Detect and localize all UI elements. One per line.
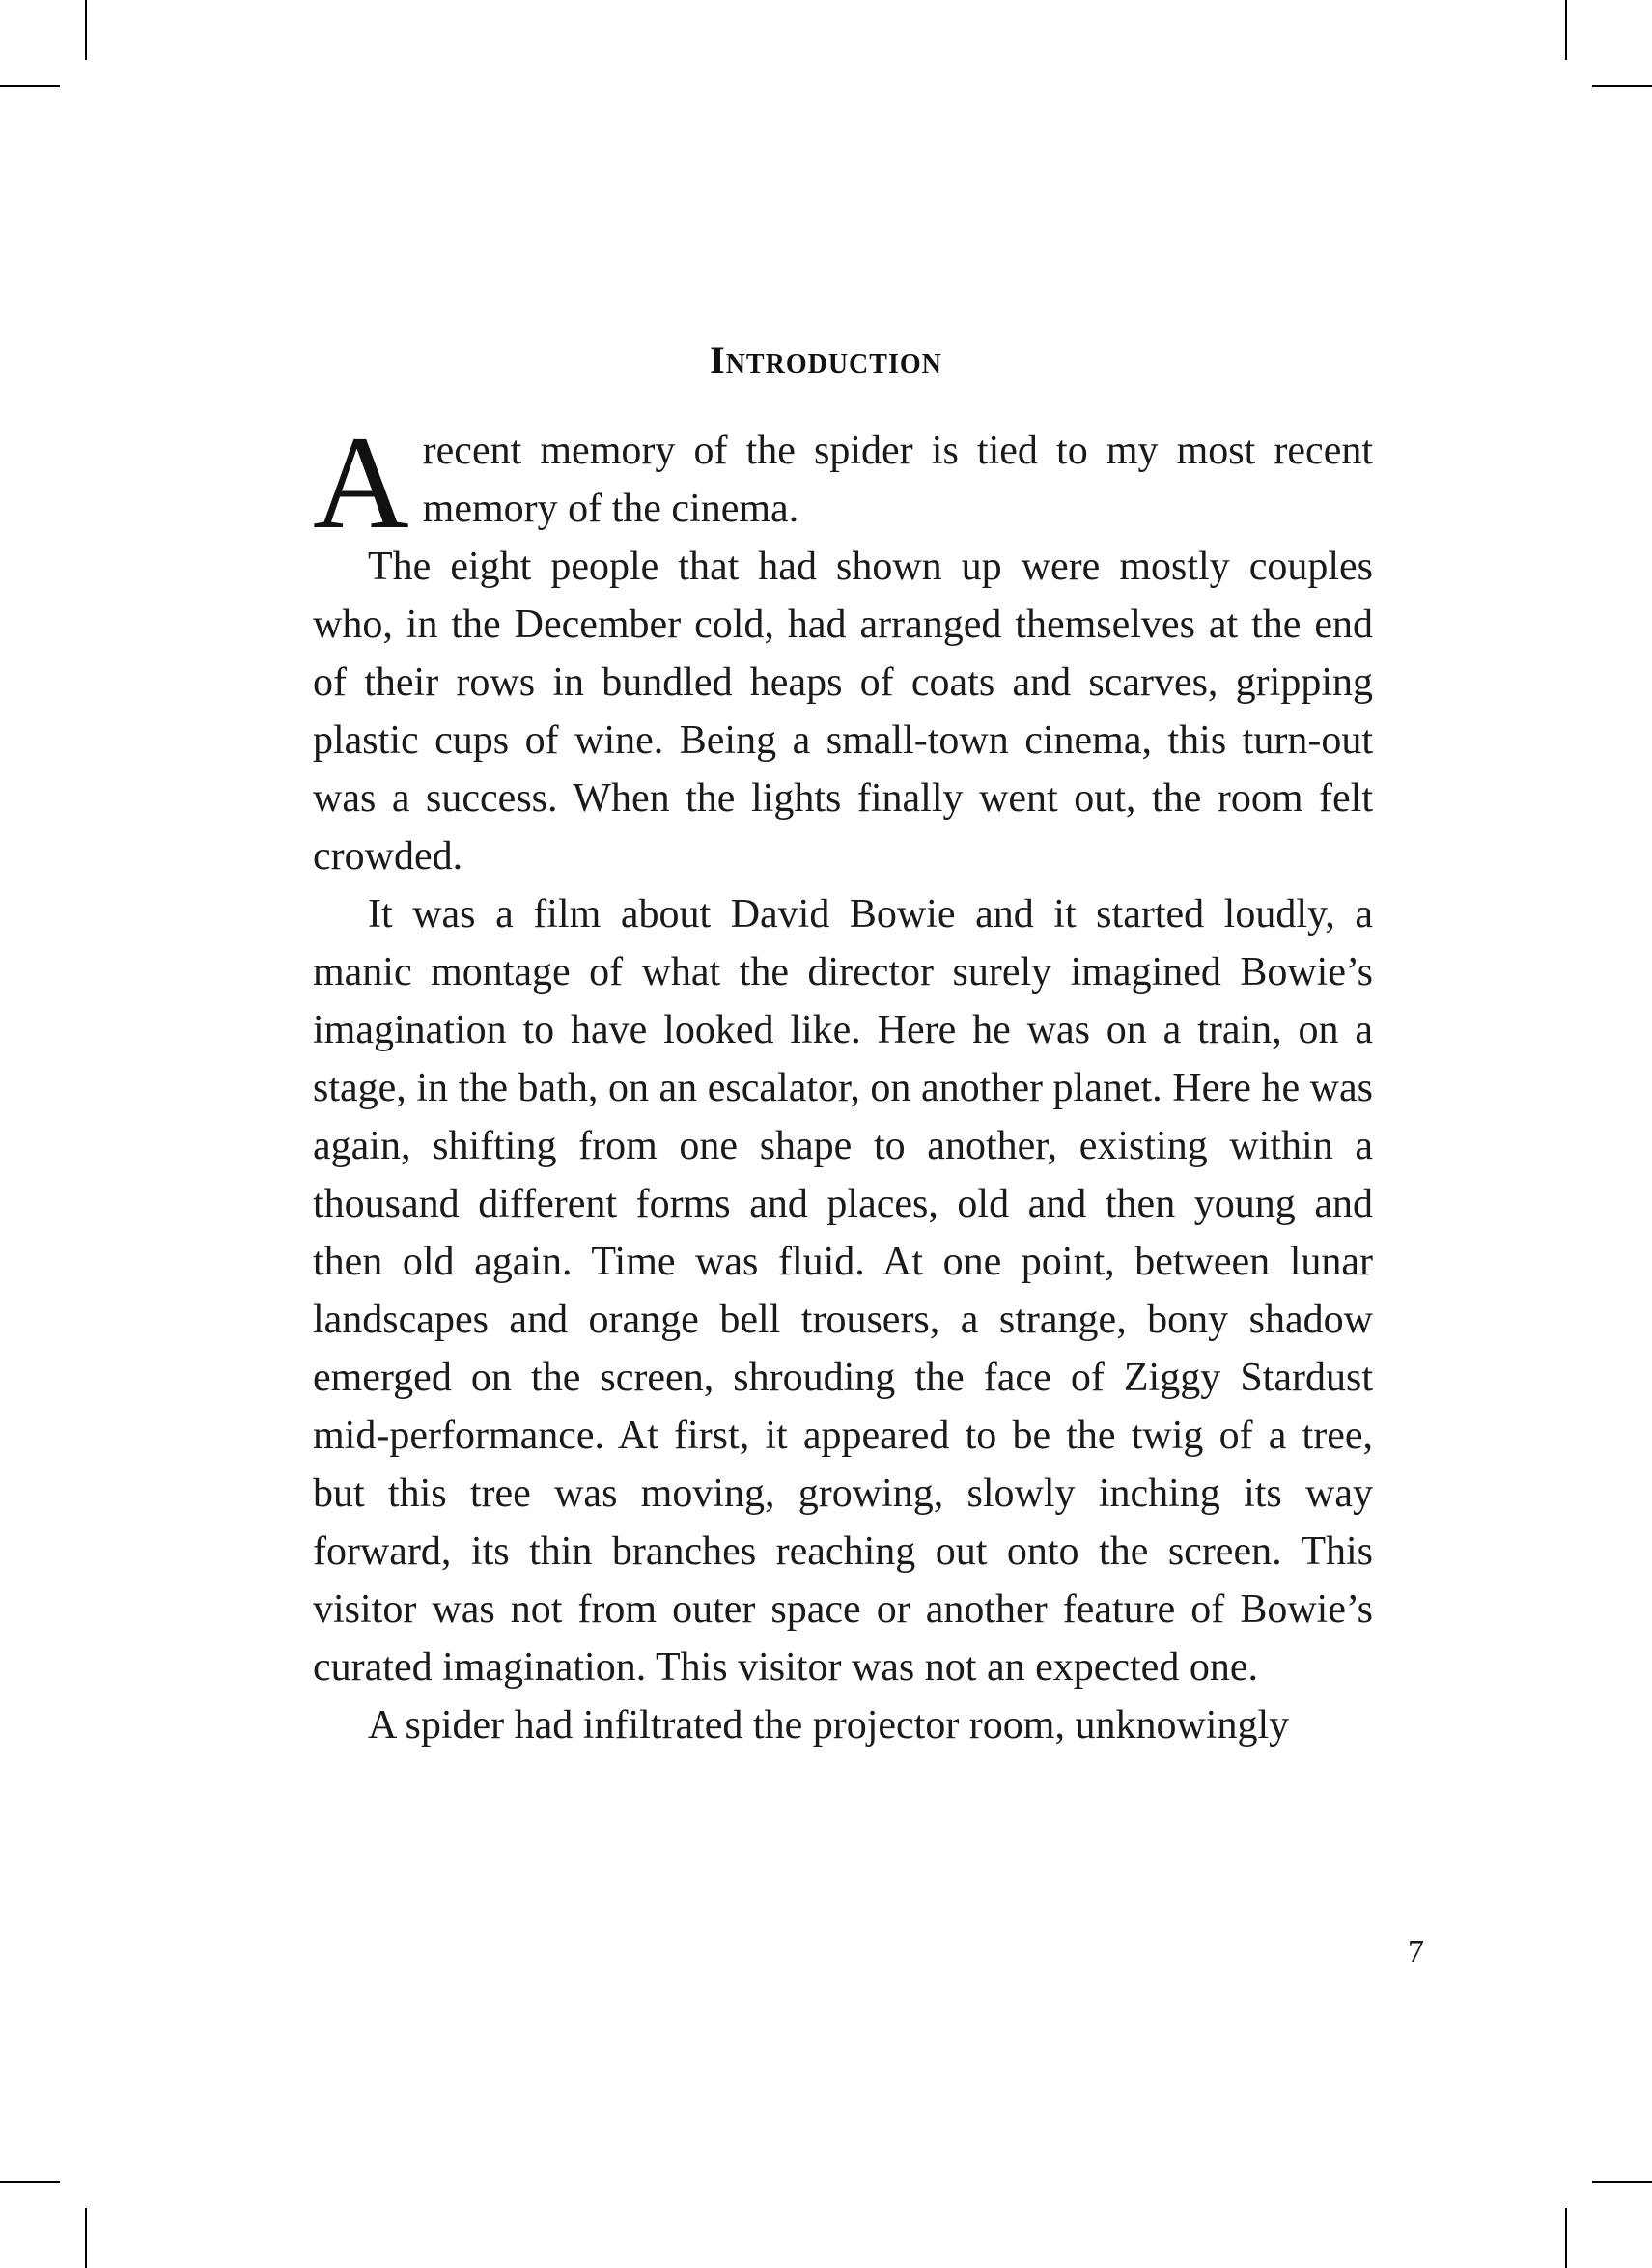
crop-mark-top-right-h — [1592, 85, 1652, 87]
paragraph-1 — [313, 408, 1373, 556]
crop-mark-top-left-h — [0, 85, 60, 87]
page-number: 7 — [1408, 1934, 1424, 1970]
paragraph-3: It was a film about David Bowie and it started loudly, a manic montage of what the director surely imagined Bowie’s imagination to have looked like. Here he was on a train, on a stage, in the bath, on an escalator, on another planet. Here he was again, shifting from one shape to another, existing within a thousand different forms and places, old and then young and then old again. Time was fluid. At one point, between lunar landscapes and orange bell trousers, a strange, bony shadow emerged on the screen, shrouding the face of Ziggy Stardust mid-performance. At first, it appeared to be the twig of a tree, but this tree was moving, growing, slowly inching its way forward, its thin branches reaching out onto the screen. This visitor was not from outer space or another feature of Bowie’s curated imagination. This visitor was not an expected one. — [313, 892, 1373, 1690]
crop-mark-bottom-left-h — [0, 2181, 60, 2183]
crop-mark-bottom-right — [1565, 2208, 1567, 2268]
drop-cap: A — [313, 408, 409, 556]
crop-mark-top-right — [1565, 0, 1567, 60]
crop-mark-bottom-right-h — [1592, 2181, 1652, 2183]
paragraph-1-text: recent memory of the spider is tied to my most recent memory of the cinema. — [422, 429, 1373, 531]
body-text — [313, 408, 1373, 1754]
paragraph-4: A spider had infiltrated the projector room, unknowingly — [368, 1703, 1290, 1748]
crop-mark-top-left — [85, 0, 87, 60]
chapter-title: Introduction — [710, 337, 942, 381]
crop-mark-bottom-left — [85, 2208, 87, 2268]
paragraph-2: The eight people that had shown up were mostly couples who, in the December cold, had arranged themselves at the end of their rows in bundled heaps of coats and scarves, gripping plastic cups of wine. Being a small-town cinema, this turn-out was a success. When the lights finally went out, the room felt crowded. — [313, 545, 1373, 879]
